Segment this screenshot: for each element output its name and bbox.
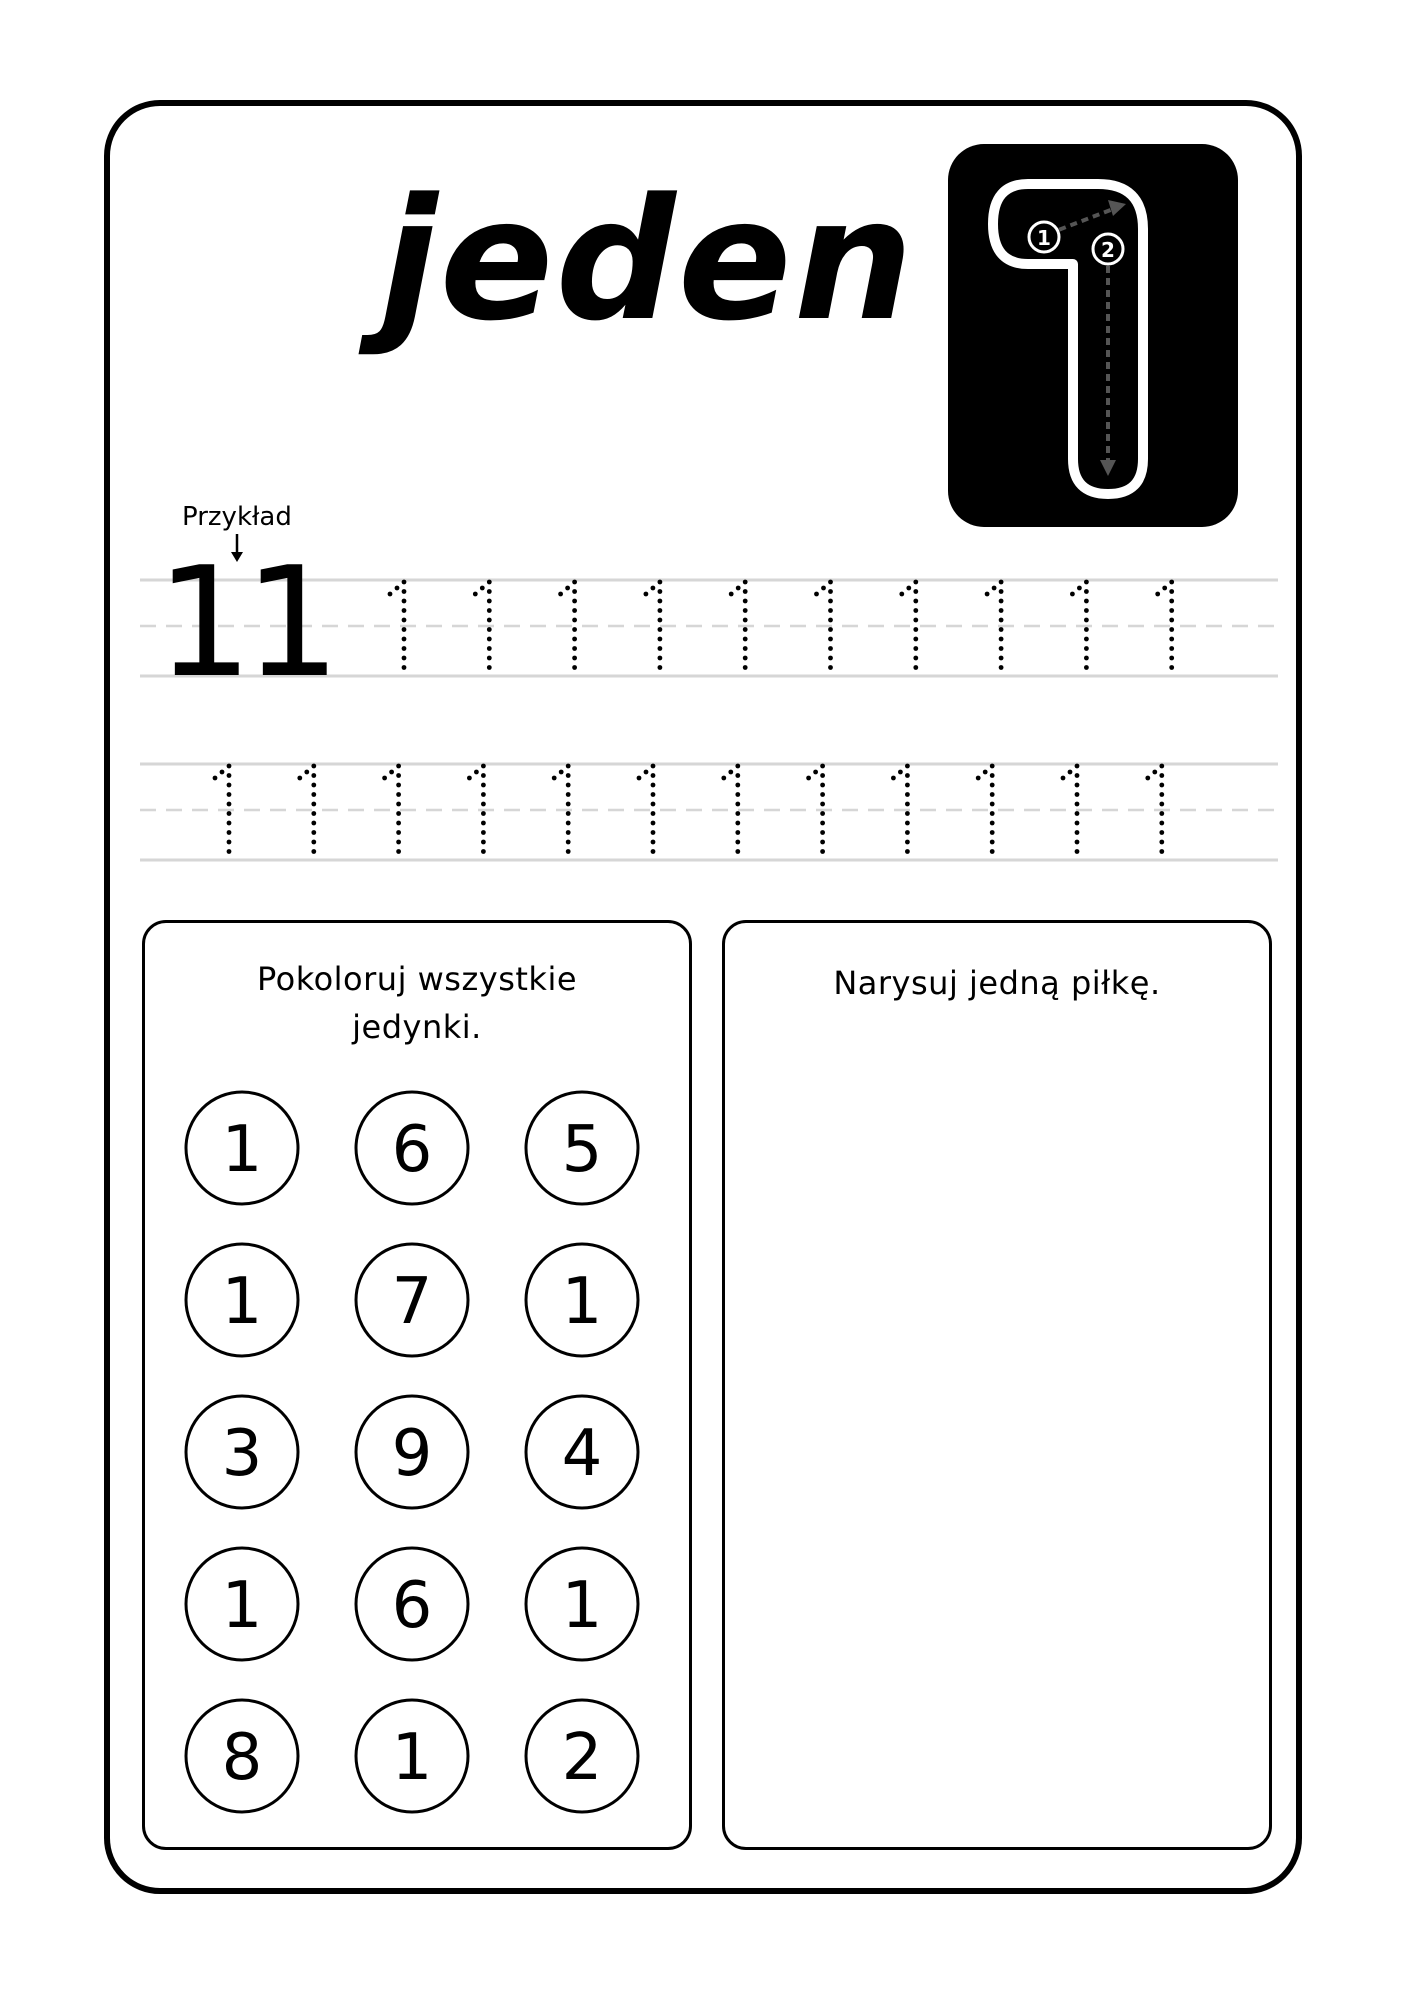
number-circle[interactable] xyxy=(186,1092,298,1204)
number-circle-label: 8 xyxy=(221,1721,263,1795)
number-circle-label: 6 xyxy=(391,1113,433,1187)
number-circle-label: 9 xyxy=(391,1417,433,1491)
number-circle[interactable] xyxy=(356,1548,468,1660)
example-digit: 1 xyxy=(156,534,253,711)
color-task-instruction-line-2: jedynki. xyxy=(352,1008,482,1046)
number-circle-label: 1 xyxy=(221,1265,263,1339)
number-circle-label: 7 xyxy=(391,1265,433,1339)
number-circle-label: 1 xyxy=(391,1721,433,1795)
digit-outline xyxy=(993,184,1143,494)
stroke-order-digit xyxy=(948,144,1238,527)
number-circle-label: 2 xyxy=(561,1721,603,1795)
number-circle[interactable] xyxy=(526,1700,638,1812)
worksheet-title: jeden xyxy=(380,162,916,358)
number-circle-label: 5 xyxy=(561,1113,603,1187)
number-circle-label: 6 xyxy=(391,1569,433,1643)
number-circle[interactable] xyxy=(356,1396,468,1508)
number-circle[interactable] xyxy=(356,1092,468,1204)
step-number-2: 2 xyxy=(1101,238,1115,262)
number-circle-label: 3 xyxy=(221,1417,263,1491)
number-circle-label: 1 xyxy=(221,1113,263,1187)
number-circle-label: 1 xyxy=(561,1265,603,1339)
number-circle-grid xyxy=(142,920,692,1850)
number-circle[interactable] xyxy=(186,1244,298,1356)
number-circle[interactable] xyxy=(186,1396,298,1508)
draw-task-instruction: Narysuj jedną piłkę. xyxy=(833,964,1161,1002)
example-digit: 1 xyxy=(244,534,341,711)
example-label: Przykład xyxy=(182,502,292,532)
step-number-1: 1 xyxy=(1037,226,1051,250)
number-circle[interactable] xyxy=(526,1092,638,1204)
draw-task-box[interactable] xyxy=(722,920,1272,1850)
number-circle[interactable] xyxy=(356,1700,468,1812)
number-circle-label: 1 xyxy=(221,1569,263,1643)
number-circle[interactable] xyxy=(526,1396,638,1508)
number-circle[interactable] xyxy=(526,1548,638,1660)
stroke-order-card xyxy=(948,144,1238,527)
number-circle[interactable] xyxy=(186,1700,298,1812)
guide-lines-row-2 xyxy=(140,764,1278,860)
number-circle[interactable] xyxy=(356,1244,468,1356)
number-circle[interactable] xyxy=(186,1548,298,1660)
number-circle-label: 4 xyxy=(561,1417,603,1491)
color-task-instruction-line-1: Pokoloruj wszystkie xyxy=(256,960,578,998)
number-circle[interactable] xyxy=(526,1244,638,1356)
number-circle-label: 1 xyxy=(561,1569,603,1643)
